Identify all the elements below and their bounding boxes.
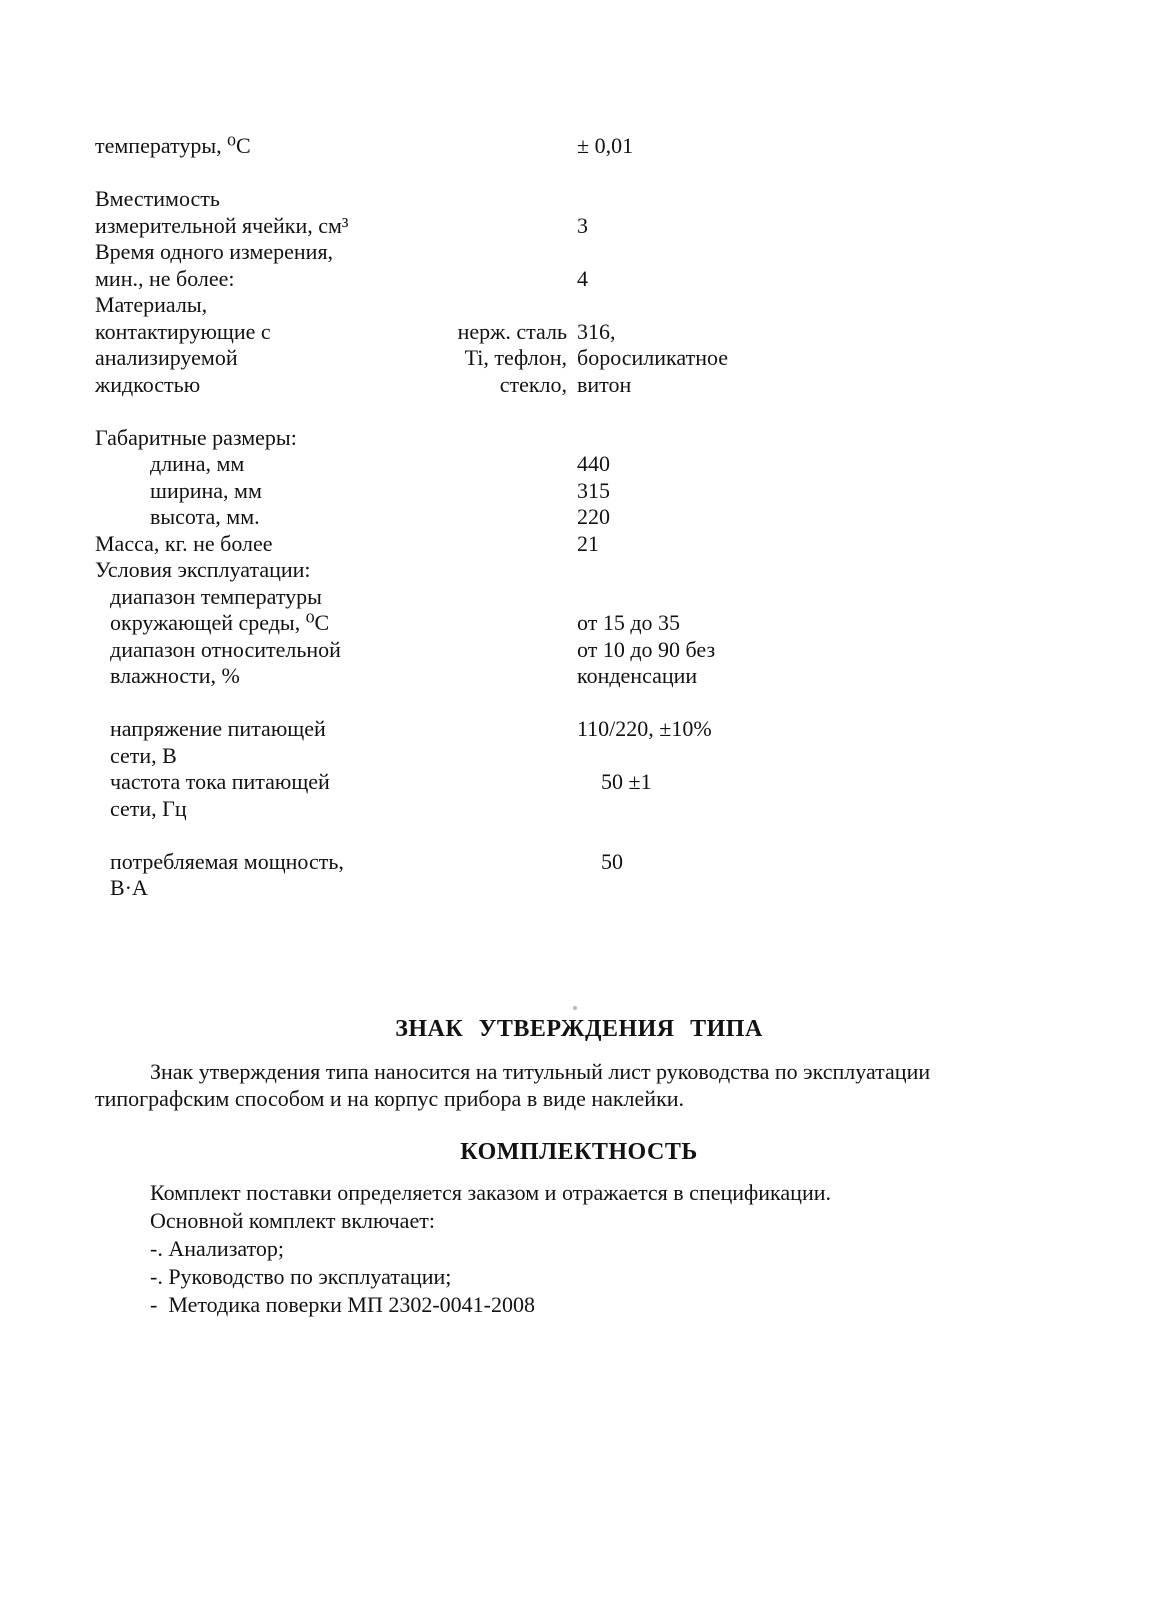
spec-value: боросиликатное — [577, 345, 729, 370]
spec-material-column: Ti, тефлон, — [464, 345, 567, 370]
spec-value: витон — [577, 371, 632, 397]
spec-label: Габаритные размеры: — [95, 424, 297, 450]
spec-label: окружающей среды, ⁰С — [110, 610, 330, 635]
spec-label: длина, мм — [150, 451, 245, 476]
spec-row — [95, 213, 1063, 240]
spec-label: Условия эксплуатации: — [95, 557, 311, 582]
spec-label: жидкостью — [95, 371, 201, 397]
spec-row — [95, 425, 1063, 452]
spec-label: ширина, мм — [150, 477, 262, 503]
spec-value: 4 — [577, 265, 588, 291]
spec-label: температуры, ⁰С — [95, 133, 251, 158]
spec-row — [95, 504, 1063, 531]
spec-label: контактирующие с — [95, 318, 271, 344]
spec-label: частота тока питающей — [110, 769, 330, 794]
spec-row — [95, 319, 1063, 346]
spec-row — [95, 557, 1063, 584]
spec-row — [95, 292, 1063, 319]
spec-label: диапазон температуры — [110, 583, 322, 609]
spec-label: В·А — [110, 875, 148, 900]
spec-value — [567, 186, 1063, 213]
spec-label: сети, В — [110, 742, 177, 768]
spec-material-column: нерж. сталь — [457, 318, 567, 344]
spec-label: Материалы, — [95, 292, 208, 317]
spec-label: измерительной ячейки, см³ — [95, 212, 349, 238]
spec-label: мин., не более: — [95, 265, 235, 291]
spec-table — [95, 133, 1063, 902]
spec-label: напряжение питающей — [110, 716, 326, 741]
spec-value: 50 — [601, 848, 623, 874]
spec-value: ± 0,01 — [577, 133, 634, 158]
type-approval-paragraph: Знак утверждения типа наносится на титульный лист руководства по эксплуатации типографским способом и на корпус прибора в виде наклейки. — [95, 1058, 931, 1111]
spec-label: Время одного измерения, — [95, 239, 334, 264]
spec-row — [95, 610, 1063, 637]
spec-label: потребляемая мощность, — [110, 848, 344, 874]
type-approval-heading: ЗНАК УТВЕРЖДЕНИЯ ТИПА — [395, 1015, 763, 1042]
spec-value: конденсации — [577, 663, 698, 688]
spec-row — [95, 849, 1063, 876]
spec-value: 315 — [577, 477, 610, 503]
completeness-line: -. Анализатор; — [150, 1235, 285, 1261]
spec-value: 21 — [577, 530, 599, 556]
spec-label: влажности, % — [110, 663, 240, 688]
spec-label: Масса, кг. не более — [95, 530, 273, 556]
spec-row — [95, 637, 1063, 664]
spec-value — [567, 796, 1063, 823]
completeness-heading: КОМПЛЕКТНОСТЬ — [460, 1138, 698, 1165]
spec-label: диапазон относительной — [110, 636, 341, 662]
spec-value — [567, 584, 1063, 611]
spec-label: высота, мм. — [150, 504, 260, 529]
spec-value: 220 — [577, 504, 610, 529]
spec-row — [95, 372, 1063, 399]
page-content — [95, 133, 1063, 1319]
spec-row — [95, 716, 1063, 743]
spec-value: 316, — [577, 318, 616, 344]
spec-material-column: стекло, — [499, 371, 567, 397]
spec-label: сети, Гц — [110, 795, 187, 821]
spec-row — [95, 451, 1063, 478]
completeness-list — [95, 1179, 1063, 1319]
spec-label: Вместимость — [95, 186, 220, 211]
spec-value — [567, 875, 1063, 902]
spec-row — [95, 531, 1063, 558]
spec-row — [95, 239, 1063, 266]
spec-row — [95, 769, 1063, 796]
completeness-line: Комплект поставки определяется заказом и отражается в спецификации. — [150, 1179, 832, 1205]
spec-row — [95, 266, 1063, 293]
spec-value: 3 — [577, 212, 588, 238]
spec-value — [567, 425, 1063, 452]
spec-value — [567, 239, 1063, 266]
completeness-line: -. Руководство по эксплуатации; — [150, 1263, 452, 1289]
spec-row — [95, 345, 1063, 372]
spec-value: 110/220, ±10% — [577, 716, 712, 741]
spec-row — [95, 133, 1063, 160]
spec-row — [95, 478, 1063, 505]
spec-row — [95, 743, 1063, 770]
spec-row — [95, 663, 1063, 690]
spec-row — [95, 796, 1063, 823]
spec-value: 50 ±1 — [601, 769, 652, 794]
spec-row — [95, 875, 1063, 902]
spec-value — [567, 292, 1063, 319]
spec-value — [567, 743, 1063, 770]
spec-row — [95, 584, 1063, 611]
completeness-line: - Методика поверки МП 2302-0041-2008 — [150, 1291, 535, 1317]
spec-value: от 15 до 35 — [577, 610, 681, 635]
completeness-line: Основной комплект включает: — [150, 1207, 435, 1233]
spec-value: 440 — [577, 451, 610, 476]
spec-row — [95, 186, 1063, 213]
spec-value: от 10 до 90 без — [577, 636, 716, 662]
spec-label: анализируемой — [95, 345, 238, 370]
spec-value — [567, 557, 1063, 584]
